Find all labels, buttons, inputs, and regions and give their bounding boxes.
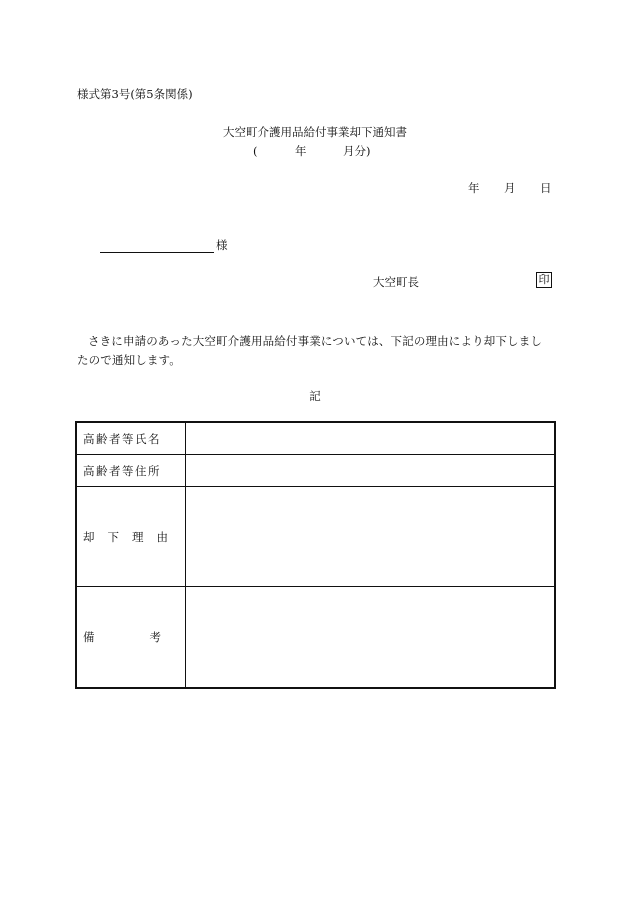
period-year-label: 年 [295,144,307,158]
info-table [75,421,556,689]
date-year-label: 年 [468,181,480,195]
issuer-title: 大空町長 [373,275,419,289]
seal-mark: 印 [536,272,552,288]
date-month-label: 月 [504,181,516,195]
addressee [100,237,228,253]
rejection-reason-label: 却下理由 [76,487,186,587]
elder-name-label: 高齢者等氏名 [76,422,186,455]
addressee-suffix: 様 [216,238,228,252]
rejection-reason-field[interactable] [186,487,556,587]
elder-name-field[interactable] [186,422,556,455]
elder-address-field[interactable] [186,455,556,487]
body-text: さきに申請のあった大空町介護用品給付事業については、下記の理由により却下しましたので通知します。 [77,334,542,367]
document-title: 大空町介護用品給付事業却下通知書 [223,125,407,139]
elder-address-label: 高齢者等住所 [76,455,186,487]
ki-heading: 記 [309,389,321,403]
addressee-name-line [100,240,214,253]
table-row [76,587,555,689]
date-day-label: 日 [540,181,552,195]
table-row [76,422,555,455]
table-row [76,455,555,487]
form-number: 様式第3号(第5条関係) [77,87,193,101]
period-month-label: 月分) [343,144,371,158]
remarks-field[interactable] [186,587,556,689]
table-row [76,487,555,587]
period-open: ( [253,144,258,158]
period-line [253,143,371,159]
date-line [468,180,552,196]
remarks-label: 備 考 [76,587,186,689]
